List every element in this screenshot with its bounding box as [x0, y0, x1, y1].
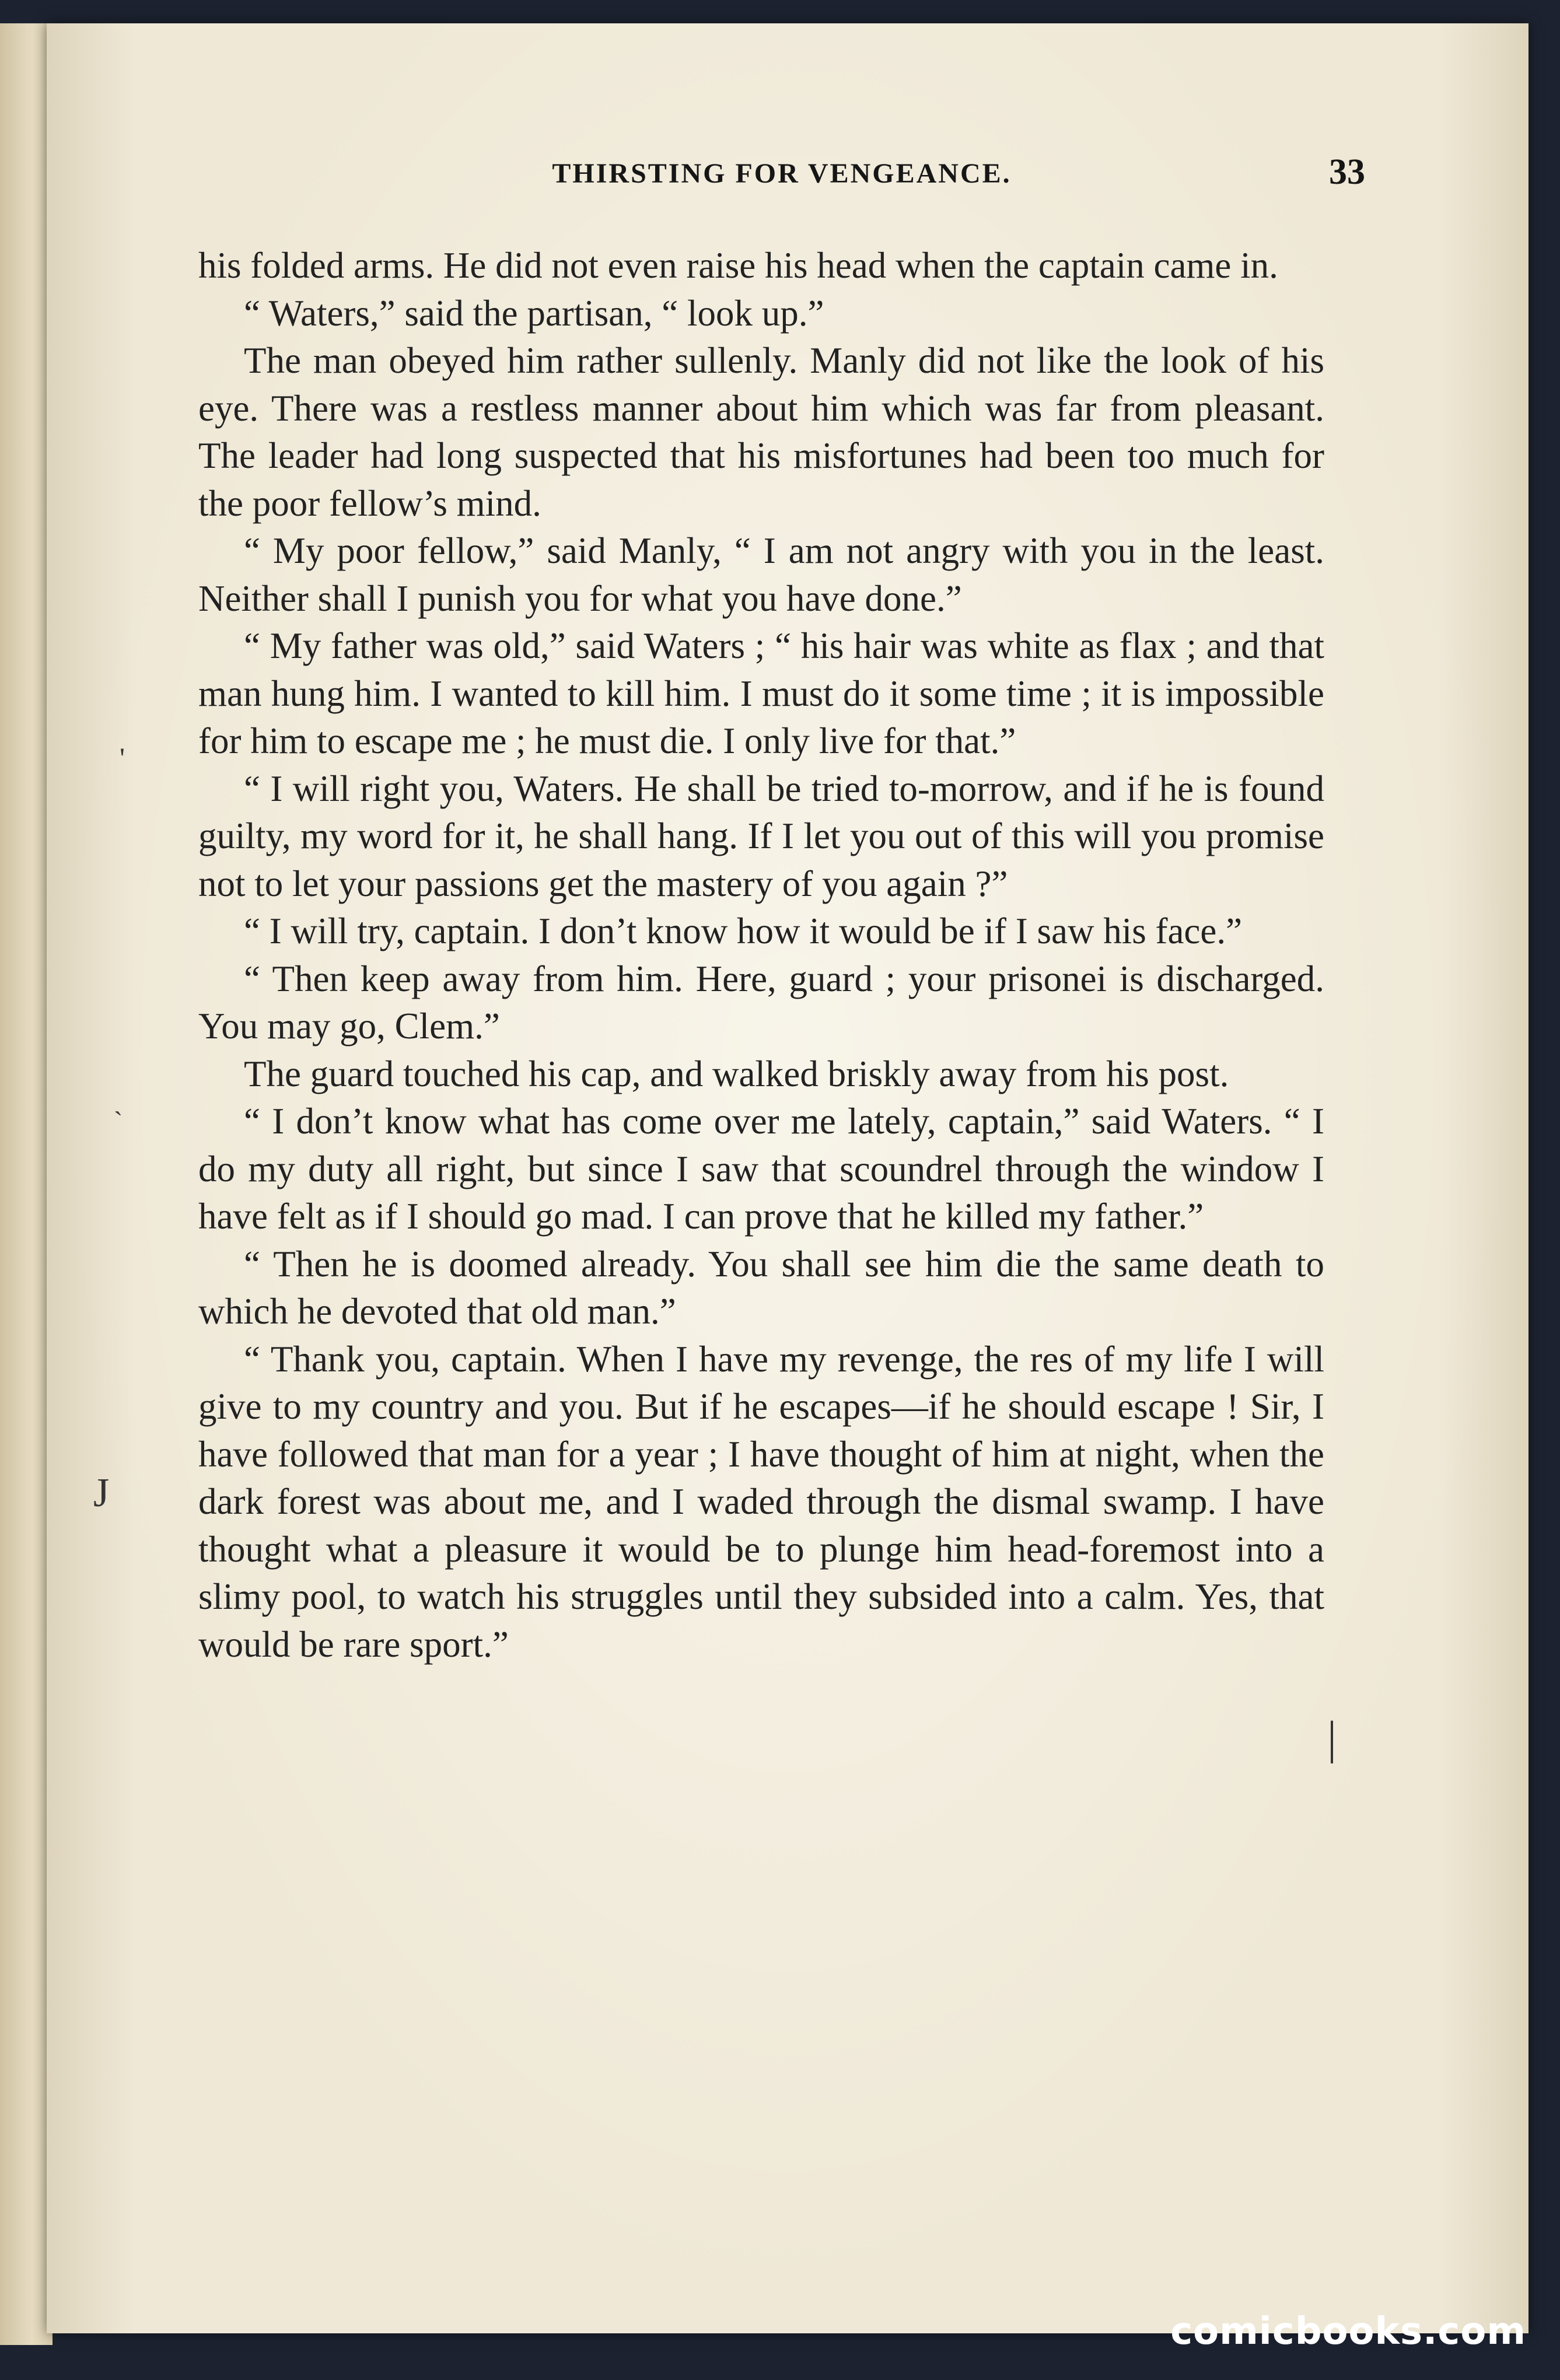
- margin-blemish: J: [93, 1471, 110, 1516]
- paragraph: “ I don’t know what has come over me lately, captain,” said Waters. “ I do my duty all right, but since I saw that scoundrel through the window I have felt as if I should go mad. I can prove that he killed my father.”: [198, 1101, 1324, 1237]
- paragraph: “ I will try, captain. I don’t know how it would be if I saw his face.”: [244, 911, 1243, 951]
- site-watermark: comicbooks.com: [1170, 2310, 1526, 2353]
- body-text: [198, 242, 1324, 1668]
- paragraph: “ I will right you, Waters. He shall be tried to-morrow, and if he is found guilty, my word for it, he shall hang. If I let you out of this will you promise not to let your passions get the mastery of you again ?”: [198, 768, 1324, 904]
- paragraph: “ Waters,” said the partisan, “ look up.”: [244, 292, 824, 334]
- paragraph: “ Thank you, captain. When I have my revenge, the res of my life I will give to my country and you. But if he escapes—if he should escape ! Sir, I have followed that man for a year ; I have thought of him at night, when the dark forest was about me, and I waded through the dismal swamp. I have thought what a pleasure it would be to plunge him head-foremost into a slimy pool, to watch his struggles until they subsided into a calm. Yes, that would be rare sport.”: [198, 1338, 1324, 1665]
- page-header: [198, 140, 1365, 204]
- paragraph: “ My father was old,” said Waters ; “ his hair was white as flax ; and that man hung him. I wanted to kill him. I must do it some time ; it is impossible for him to escape me ; he must die. I only live for that.”: [198, 625, 1324, 761]
- paragraph: “ My poor fellow,” said Manly, “ I am not angry with you in the least. Neither shall I punish you for what you have done.”: [198, 530, 1324, 619]
- book-spine-edge: [0, 23, 53, 2345]
- running-head: THIRSTING FOR VENGEANCE.: [552, 158, 1012, 189]
- paragraph: The guard touched his cap, and walked briskly away from his post.: [244, 1053, 1229, 1094]
- paragraph: his folded arms. He did not even raise his head when the captain came in.: [198, 245, 1278, 286]
- paragraph: “ Then he is doomed already. You shall see him die the same death to which he devoted that old man.”: [198, 1243, 1324, 1332]
- page-number: 33: [1329, 152, 1365, 192]
- margin-blemish: ': [120, 741, 125, 774]
- paragraph: “ Then keep away from him. Here, guard ; your prisonei is discharged. You may go, Clem.”: [198, 958, 1324, 1046]
- margin-blemish: `: [114, 1106, 123, 1136]
- paragraph: The man obeyed him rather sullenly. Manly did not like the look of his eye. There was a restless manner about him which was far from pleasant. The leader had long suspected that his misfortunes had been too much for the poor fellow’s mind.: [198, 340, 1324, 524]
- margin-blemish: |: [1327, 1713, 1337, 1764]
